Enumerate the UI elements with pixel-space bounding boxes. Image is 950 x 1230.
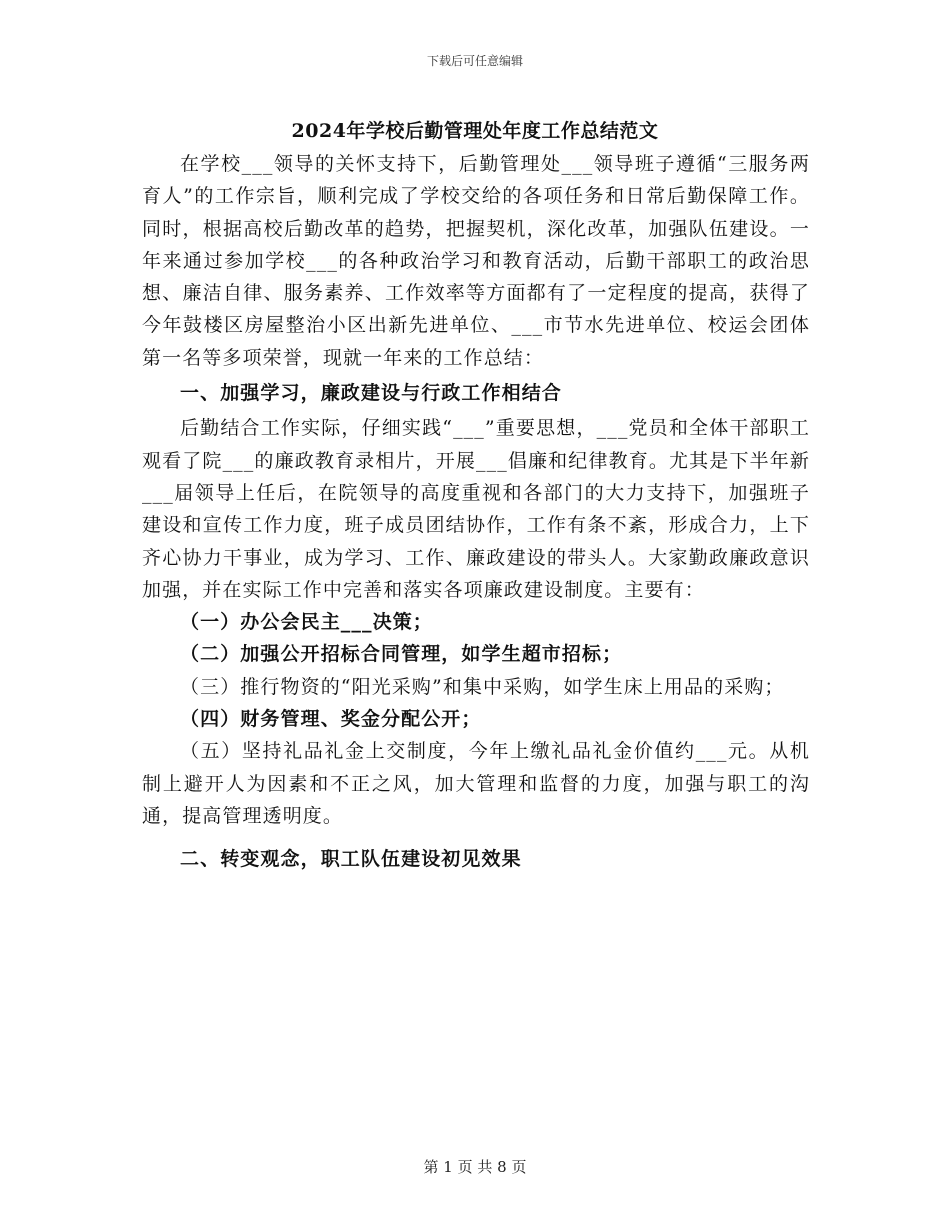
section-heading-2: 二、转变观念，职工队伍建设初见效果 — [180, 848, 522, 871]
header-note: 下载后可任意编辑 — [426, 54, 523, 68]
page-footer: 第 1 页 共 8 页 — [423, 1158, 527, 1176]
list-item-1: （一）办公会民主___决策； — [180, 611, 433, 634]
section-heading-1: 一、加强学习，廉政建设与行政工作相结合 — [180, 382, 562, 405]
intro-paragraph: 在学校___领导的关怀支持下，后勤管理处___领导班子遵循“三服务两育人”的工作宗旨，顺利完成了学校交给的各项任务和日常后勤保障工作。同时，根据高校后勤改革的趋势，把握契机，深化改革，加强队伍建设。一年来通过参加学校___的各种政治学习和教育活动，后勤干部职工的政治思想、廉洁自律、服务素养、工作效率等方面都有了一定程度的提高，获得了今年鼓楼区房屋整治小区出新先进单位、___市节水先进单位、校运会团体第一名等多项荣誉，现就一年来的工作总结： — [142, 153, 810, 369]
list-item-4: （四）财务管理、奖金分配公开； — [180, 708, 482, 731]
document-title: 2024年学校后勤管理处年度工作总结范文 — [291, 120, 659, 142]
list-item-2: （二）加强公开招标合同管理，如学生超市招标； — [180, 643, 623, 666]
list-item-3: （三）推行物资的“阳光采购”和集中采购，如学生床上用品的采购； — [180, 675, 785, 698]
list-item-5: （五）坚持礼品礼金上交制度，今年上缴礼品礼金价值约___元。从机制上避开人为因素和不正之风，加大管理和监督的力度，加强与职工的沟通，提高管理透明度。 — [142, 740, 810, 827]
section-1-paragraph: 后勤结合工作实际，仔细实践“___”重要思想，___党员和全体干部职工观看了院___的廉政教育录相片，开展___倡廉和纪律教育。尤其是下半年新___届领导上任后，在院领导的高度重视和各部门的大力支持下，加强班子建设和宣传工作力度，班子成员团结协作，工作有条不紊，形成合力，上下齐心协力干事业，成为学习、工作、廉政建设的带头人。大家勤政廉政意识加强，并在实际工作中完善和落实各项廉政建设制度。主要有： — [142, 417, 810, 601]
document-body — [142, 148, 810, 879]
